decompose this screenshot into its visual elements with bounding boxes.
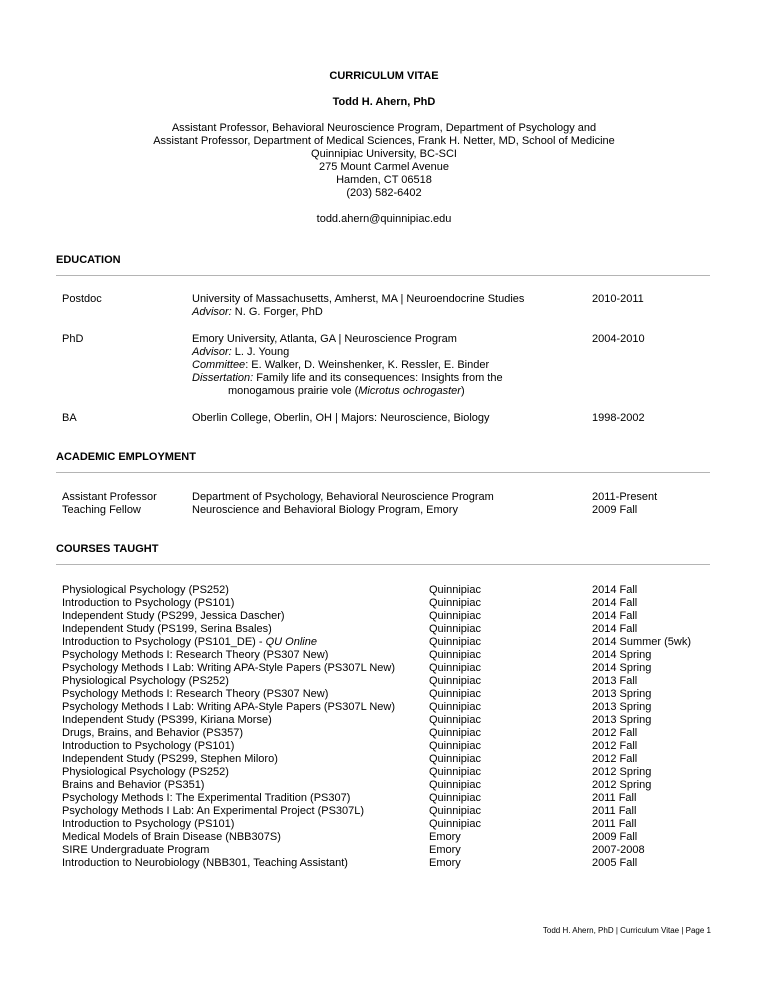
course-institution: Emory (429, 831, 461, 843)
page-footer: Todd H. Ahern, PhD | Curriculum Vitae | Page 1 (542, 926, 711, 935)
course-institution: Quinnipiac (429, 584, 481, 596)
dissertation-text: monogamous prairie vole ( (228, 385, 359, 397)
course-institution: Quinnipiac (429, 805, 481, 817)
advisor-line (192, 306, 323, 319)
course-title: Introduction to Psychology (PS101) (62, 597, 235, 609)
course-institution: Quinnipiac (429, 701, 481, 713)
dissertation-label: Dissertation: (192, 372, 254, 384)
section-title-education: EDUCATION (56, 254, 121, 266)
course-institution: Quinnipiac (429, 675, 481, 687)
course-title: Psychology Methods I Lab: An Experimental Project (PS307L) (62, 805, 365, 817)
course-institution: Quinnipiac (429, 623, 481, 635)
course-title: Physiological Psychology (PS252) (62, 675, 229, 687)
dissertation-line-2 (228, 385, 465, 398)
course-title: Psychology Methods I: Research Theory (PS307 New) (62, 688, 329, 700)
course-title: Brains and Behavior (PS351) (62, 779, 205, 791)
course-title: Introduction to Psychology (PS101_DE) - (62, 636, 266, 648)
course-institution: Quinnipiac (429, 779, 481, 791)
dissertation-text-end: ) (460, 385, 465, 397)
header-line-2: Assistant Professor, Department of Medical Sciences, Frank H. Netter, MD, School of Medicine (153, 135, 615, 147)
institution: University of Massachusetts, Amherst, MA | Neuroendocrine Studies (192, 293, 525, 305)
header-line-4: 275 Mount Carmel Avenue (318, 161, 450, 173)
education-row-phd (62, 333, 712, 346)
course-row (62, 727, 712, 740)
course-term: 2009 Fall (592, 831, 638, 843)
section-divider (56, 275, 710, 276)
course-term: 2013 Spring (592, 714, 652, 726)
course-title: Medical Models of Brain Disease (NBB307S) (62, 831, 281, 843)
committee-members: : E. Walker, D. Weinshenker, K. Ressler, E. Binder (245, 359, 490, 371)
course-row (62, 740, 712, 753)
course-title: Drugs, Brains, and Behavior (PS357) (62, 727, 243, 739)
course-term: 2014 Fall (592, 623, 638, 635)
course-title: Independent Study (PS199, Serina Bsales) (62, 623, 272, 635)
course-term: 2012 Fall (592, 753, 638, 765)
years: 2011-Present (592, 491, 658, 503)
course-term: 2013 Spring (592, 688, 652, 700)
course-title: Independent Study (PS299, Stephen Miloro) (62, 753, 278, 765)
course-row (62, 714, 712, 727)
header-line-6: (203) 582-6402 (346, 187, 422, 199)
course-row (62, 623, 712, 636)
course-title: SIRE Undergraduate Program (62, 844, 210, 856)
education-row-phd-dissertation-cont (62, 385, 712, 398)
department: Department of Psychology, Behavioral Neuroscience Program (192, 491, 494, 503)
course-term: 2014 Fall (592, 584, 638, 596)
education-row-phd-committee (62, 359, 712, 372)
course-title: Independent Study (PS399, Kiriana Morse) (62, 714, 272, 726)
position: Assistant Professor (62, 491, 157, 503)
course-term: 2005 Fall (592, 857, 638, 869)
years: 2010-2011 (592, 293, 644, 305)
course-term: 2011 Fall (592, 805, 637, 817)
course-title: Introduction to Psychology (PS101) (62, 740, 235, 752)
course-institution: Emory (429, 844, 461, 856)
course-institution: Quinnipiac (429, 597, 481, 609)
course-institution: Emory (429, 857, 461, 869)
course-title: Psychology Methods I Lab: Writing APA-Style Papers (PS307L New) (62, 662, 396, 674)
course-term: 2013 Fall (592, 675, 638, 687)
advisor-label: Advisor: (192, 346, 232, 358)
advisor-name: N. G. Forger, PhD (231, 306, 323, 318)
course-institution: Quinnipiac (429, 688, 481, 700)
course-term: 2007-2008 (592, 844, 645, 856)
employment-row (62, 504, 712, 517)
course-row (62, 701, 712, 714)
course-row (62, 805, 712, 818)
course-title: Physiological Psychology (PS252) (62, 584, 229, 596)
course-title: Introduction to Neurobiology (NBB301, Teaching Assistant) (62, 857, 348, 869)
course-row (62, 597, 712, 610)
header-line-5: Hamden, CT 06518 (336, 174, 432, 186)
dissertation-title: Family life and its consequences: Insights from the (253, 372, 503, 384)
section-divider (56, 564, 710, 565)
header-line-3: Quinnipiac University, BC-SCI (311, 148, 457, 160)
years: 2009 Fall (592, 504, 638, 516)
section-divider (56, 472, 710, 473)
education-row-phd-advisor (62, 346, 712, 359)
course-term: 2012 Fall (592, 740, 638, 752)
course-term: 2014 Spring (592, 649, 652, 661)
course-institution: Quinnipiac (429, 740, 481, 752)
course-institution: Quinnipiac (429, 727, 481, 739)
employment-row (62, 491, 712, 504)
institution: Emory University, Atlanta, GA | Neuroscience Program (192, 333, 457, 345)
course-term: 2011 Fall (592, 818, 637, 830)
course-title: Psychology Methods I: The Experimental Tradition (PS307) (62, 792, 351, 804)
course-row (62, 675, 712, 688)
education-row-ba (62, 412, 712, 425)
course-institution: Quinnipiac (429, 636, 481, 648)
course-term: 2013 Spring (592, 701, 652, 713)
course-title: Physiological Psychology (PS252) (62, 766, 229, 778)
course-institution: Quinnipiac (429, 792, 481, 804)
course-row (62, 584, 712, 597)
course-institution: Quinnipiac (429, 649, 481, 661)
course-institution: Quinnipiac (429, 818, 481, 830)
document-title: CURRICULUM VITAE (329, 70, 439, 82)
author-name: Todd H. Ahern, PhD (332, 96, 436, 108)
course-title: Introduction to Psychology (PS101) (62, 818, 235, 830)
header-line-1: Assistant Professor, Behavioral Neuroscience Program, Department of Psychology and (171, 122, 597, 134)
years: 2004-2010 (592, 333, 645, 345)
course-row (62, 662, 712, 675)
course-row (62, 753, 712, 766)
course-institution: Quinnipiac (429, 753, 481, 765)
course-row (62, 818, 712, 831)
course-row (62, 649, 712, 662)
advisor-label: Advisor: (192, 306, 232, 318)
course-row (62, 688, 712, 701)
course-term: 2011 Fall (592, 792, 637, 804)
course-term: 2012 Fall (592, 727, 638, 739)
course-term: 2014 Fall (592, 597, 638, 609)
course-term: 2014 Summer (5wk) (592, 636, 692, 648)
education-row-postdoc (62, 293, 712, 306)
species-name: Microtus ochrogaster (358, 385, 461, 397)
course-term: 2014 Spring (592, 662, 652, 674)
degree: PhD (62, 333, 84, 345)
email-address[interactable]: todd.ahern@quinnipiac.edu (316, 213, 452, 225)
advisor-name: L. J. Young (231, 346, 290, 358)
education-row-postdoc-advisor (62, 306, 712, 319)
course-title: Psychology Methods I Lab: Writing APA-Style Papers (PS307L New) (62, 701, 396, 713)
course-title: Psychology Methods I: Research Theory (PS307 New) (62, 649, 329, 661)
position: Teaching Fellow (62, 504, 141, 516)
course-row (62, 792, 712, 805)
advisor-line (192, 346, 289, 359)
course-row (62, 766, 712, 779)
education-row-phd-dissertation (62, 372, 712, 385)
institution: Oberlin College, Oberlin, OH | Majors: Neuroscience, Biology (192, 412, 490, 424)
section-title-employment: ACADEMIC EMPLOYMENT (56, 451, 196, 463)
course-row (62, 610, 712, 623)
course-row (62, 636, 712, 649)
section-title-courses: COURSES TAUGHT (56, 543, 159, 555)
course-institution: Quinnipiac (429, 766, 481, 778)
department: Neuroscience and Behavioral Biology Program, Emory (192, 504, 458, 516)
years: 1998-2002 (592, 412, 645, 424)
course-row (62, 779, 712, 792)
committee-label: Committee (192, 359, 246, 371)
degree: BA (62, 412, 77, 424)
course-delivery: QU Online (265, 636, 317, 648)
committee-line (192, 359, 489, 372)
course-row (62, 831, 712, 844)
degree: Postdoc (62, 293, 102, 305)
course-row (62, 844, 712, 857)
course-row (62, 857, 712, 870)
course-term: 2012 Spring (592, 766, 652, 778)
course-term: 2012 Spring (592, 779, 652, 791)
course-institution: Quinnipiac (429, 610, 481, 622)
dissertation-line (192, 372, 503, 385)
course-institution: Quinnipiac (429, 662, 481, 674)
course-title: Independent Study (PS299, Jessica Dascher) (62, 610, 285, 622)
course-term: 2014 Fall (592, 610, 638, 622)
course-institution: Quinnipiac (429, 714, 481, 726)
course-title-line (62, 636, 317, 649)
